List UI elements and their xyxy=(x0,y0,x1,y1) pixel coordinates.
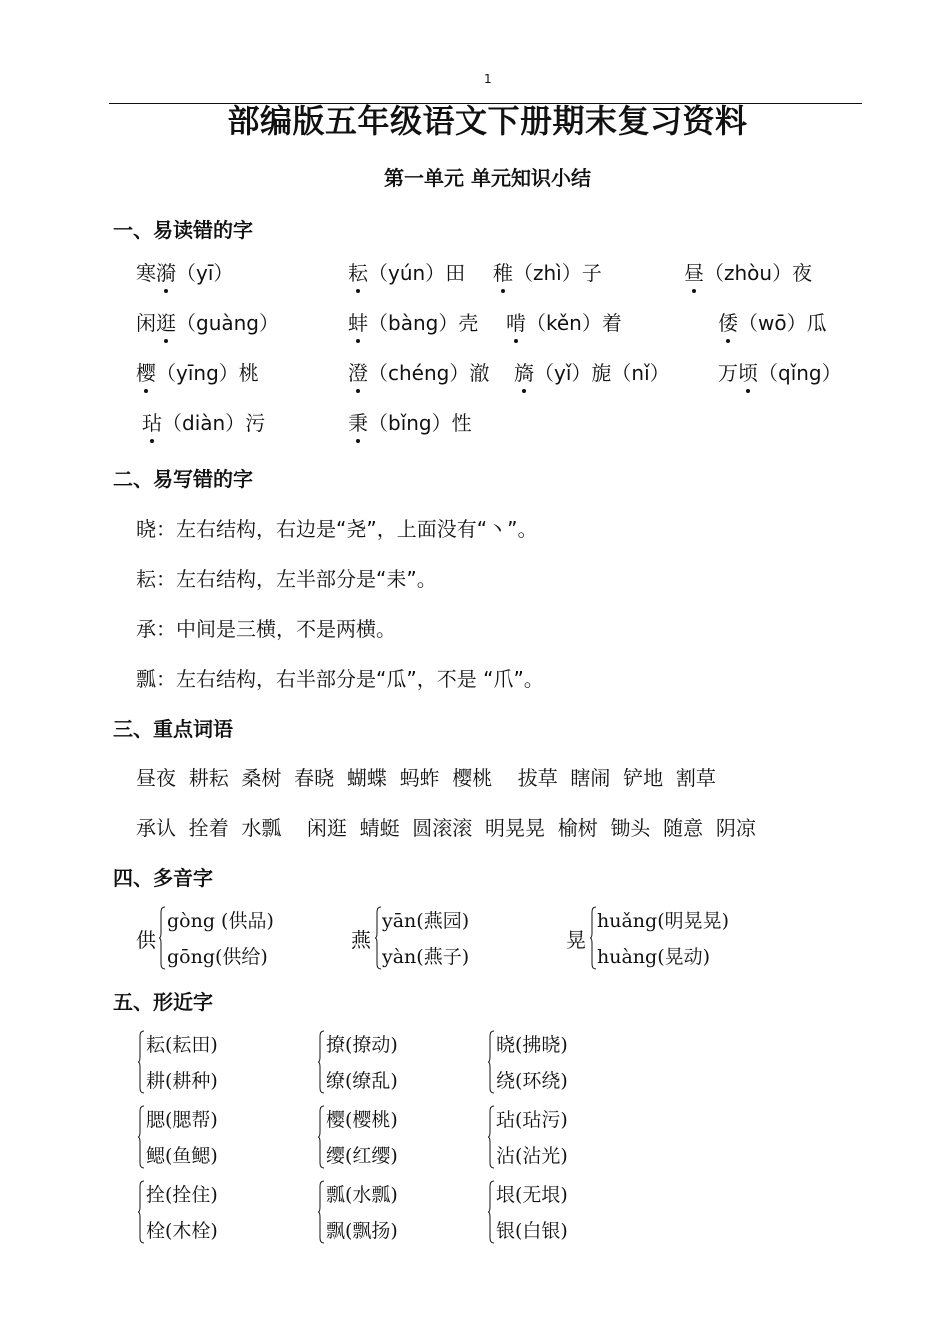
similar-char: 晓(拂晓) xyxy=(496,1034,568,1056)
pinyin-item: 旖（yǐ）旎（nǐ） xyxy=(514,357,670,386)
brace-icon xyxy=(318,1030,325,1094)
similar-char: 樱(樱桃) xyxy=(326,1109,398,1131)
pinyin-item: 昼（zhòu）夜 xyxy=(684,257,812,286)
similar-char: 撩(撩动) xyxy=(326,1034,398,1056)
pinyin-item: 樱（yīng）桃 xyxy=(136,357,259,386)
note-line: 晓：左右结构，右边是“尧”，上面没有“丶”。 xyxy=(136,517,538,541)
brace-icon xyxy=(138,1180,145,1244)
pinyin-item: 耘（yún）田 xyxy=(348,257,465,286)
similar-char: 耘(耘田) xyxy=(146,1034,218,1056)
pinyin-item: 寒漪（yī） xyxy=(136,257,233,286)
polyphone-char: 燕 xyxy=(351,928,371,952)
pinyin-item: 秉（bǐng）性 xyxy=(348,407,472,436)
polyphone-reading: gòng (供品) xyxy=(167,910,274,932)
section3-heading: 三、重点词语 xyxy=(113,717,233,741)
brace-icon xyxy=(488,1105,495,1169)
brace-icon xyxy=(590,906,597,970)
similar-char: 鳃(鱼鳃) xyxy=(146,1145,218,1167)
section2-heading: 二、易写错的字 xyxy=(113,467,253,491)
page-number: 1 xyxy=(484,72,492,86)
similar-char: 银(白银) xyxy=(496,1220,568,1242)
polyphone-char: 晃 xyxy=(566,928,586,952)
similar-char: 玷(玷污) xyxy=(496,1109,568,1131)
similar-char: 栓(木栓) xyxy=(146,1220,218,1242)
note-line: 承：中间是三横，不是两横。 xyxy=(136,617,396,641)
brace-icon xyxy=(318,1105,325,1169)
pinyin-item: 蚌（bàng）壳 xyxy=(348,307,478,336)
brace-icon xyxy=(159,906,166,970)
similar-char: 缭(缭乱) xyxy=(326,1070,398,1092)
pinyin-item: 万顷（qǐng） xyxy=(718,357,842,386)
vocab-line: 承认 拴着 水瓢 闲逛 蜻蜓 圆滚滚 明晃晃 榆树 锄头 随意 阴凉 xyxy=(136,816,756,840)
pinyin-item: 稚（zhì）子 xyxy=(493,257,602,286)
brace-icon xyxy=(318,1180,325,1244)
similar-char: 拴(拴住) xyxy=(146,1184,218,1206)
pinyin-item: 玷（diàn）污 xyxy=(142,407,265,436)
similar-char: 绕(环绕) xyxy=(496,1070,568,1092)
polyphone-reading: yān(燕园) xyxy=(382,910,470,932)
section4-heading: 四、多音字 xyxy=(113,866,213,890)
pinyin-item: 闲逛（guàng） xyxy=(136,307,279,336)
brace-icon xyxy=(138,1030,145,1094)
brace-icon xyxy=(488,1030,495,1094)
polyphone-reading: gōng(供给) xyxy=(167,946,268,968)
similar-char: 沾(沾光) xyxy=(496,1145,568,1167)
section5-heading: 五、形近字 xyxy=(113,990,213,1014)
pinyin-item: 啃（kěn）着 xyxy=(506,307,622,336)
similar-char: 缨(红缨) xyxy=(326,1145,398,1167)
document-title: 部编版五年级语文下册期末复习资料 xyxy=(227,102,748,140)
polyphone-reading: huàng(晃动) xyxy=(597,946,711,968)
brace-icon xyxy=(488,1180,495,1244)
unit-title: 第一单元 单元知识小结 xyxy=(384,166,591,190)
polyphone-reading: yàn(燕子) xyxy=(382,946,470,968)
similar-char: 腮(腮帮) xyxy=(146,1109,218,1131)
brace-icon xyxy=(375,906,382,970)
similar-char: 飘(飘扬) xyxy=(326,1220,398,1242)
brace-icon xyxy=(138,1105,145,1169)
similar-char: 耕(耕种) xyxy=(146,1070,218,1092)
polyphone-reading: huǎng(明晃晃) xyxy=(597,910,730,932)
pinyin-item: 澄（chéng）澈 xyxy=(348,357,489,386)
polyphone-char: 供 xyxy=(136,928,156,952)
section1-heading: 一、易读错的字 xyxy=(113,218,253,242)
pinyin-item: 倭（wō）瓜 xyxy=(718,307,827,336)
similar-char: 瓢(水瓢) xyxy=(326,1184,398,1206)
note-line: 耘：左右结构，左半部分是“耒”。 xyxy=(136,567,437,591)
note-line: 瓢：左右结构，右半部分是“瓜”，不是 “爪”。 xyxy=(136,667,544,691)
vocab-line: 昼夜 耕耘 桑树 春晓 蝴蝶 蚂蚱 樱桃 拔草 瞎闹 铲地 割草 xyxy=(136,766,716,790)
similar-char: 垠(无垠) xyxy=(496,1184,568,1206)
